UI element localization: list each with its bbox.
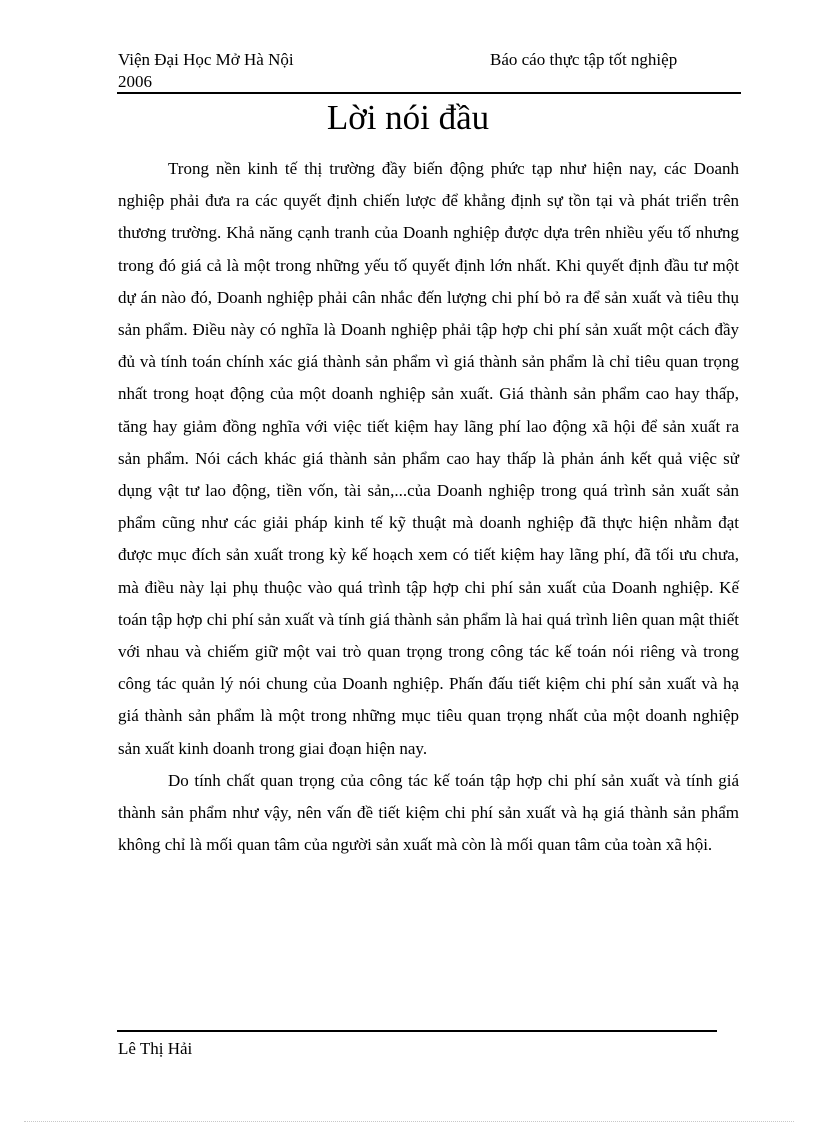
header-report-title: Báo cáo thực tập tốt nghiệp <box>490 50 678 69</box>
page-title: Lời nói đầu <box>326 98 490 137</box>
paragraph-intro: Trong nền kinh tế thị trường đầy biến động phức tạp như hiện nay, các Doanh nghiệp phải đưa ra các quyết định chiến lược để khẳng định sự tồn tại và phát triển trên thương trường. Khả năng cạnh tranh của Doanh nghiệp được dựa trên nhiều yếu tố nhưng trong đó giá cả là một trong những yếu tố quyết định lớn nhất. Khi quyết định đầu tư một dự án nào đó, Doanh nghiệp phải cân nhắc đến lượng chi phí bỏ ra để sản xuất và tiêu thụ sản phẩm. Điều này có nghĩa là Doanh nghiệp phải tập hợp chi phí sản xuất một cách đầy đủ và tính toán chính xác giá thành sản phẩm vì giá thành sản phẩm là chỉ tiêu quan trọng nhất trong hoạt động của một doanh nghiệp sản xuất. Giá thành sản phẩm cao hay thấp, tăng hay giảm đồng nghĩa với việc tiết kiệm hay lãng phí lao động xã hội để sản xuất ra sản phẩm. Nói cách khác giá thành sản phẩm cao hay thấp là phản ánh kết quả việc sử dụng vật tư lao động, tiền vốn, tài sản,...của Doanh nghiệp trong quá trình sản xuất sản phẩm cũng như các giải pháp kinh tế kỹ thuật mà doanh nghiệp đã thực hiện nhằm đạt được mục đích sản xuất trong kỳ kế hoạch xem có tiết kiệm hay lãng phí, đã tối ưu chưa, mà điều này lại phụ thuộc vào quá trình tập hợp chi phí sản xuất của Doanh nghiệp. Kế toán tập hợp chi phí sản xuất và tính giá thành sản phẩm là hai quá trình liên quan mật thiết với nhau và chiếm giữ một vai trò quan trọng trong công tác kế toán nói riêng và trong công tác quản lý nói chung của Doanh nghiệp. Phấn đấu tiết kiệm chi phí sản xuất và hạ giá thành sản phẩm là một trong những mục tiêu quan trọng nhất của một doanh nghiệp sản xuất kinh doanh trong giai đoạn hiện nay. <box>118 159 739 758</box>
body-text <box>118 153 739 861</box>
paragraph-importance: Do tính chất quan trọng của công tác kế toán tập hợp chi phí sản xuất và tính giá thành sản phẩm như vậy, nên vấn đề tiết kiệm chi phí sản xuất và hạ giá thành sản phẩm không chỉ là mối quan tâm của người sản xuất mà còn là mối quan tâm của toàn xã hội. <box>118 770 739 855</box>
footer-author: Lê Thị Hải <box>118 1039 193 1058</box>
header-divider <box>117 92 741 94</box>
header-year: 2006 <box>118 72 152 91</box>
header-institution: Viện Đại Học Mở Hà Nội <box>118 50 294 69</box>
page-bottom-border <box>24 1121 794 1122</box>
footer-divider <box>117 1030 717 1032</box>
header-institution-block <box>118 49 294 93</box>
